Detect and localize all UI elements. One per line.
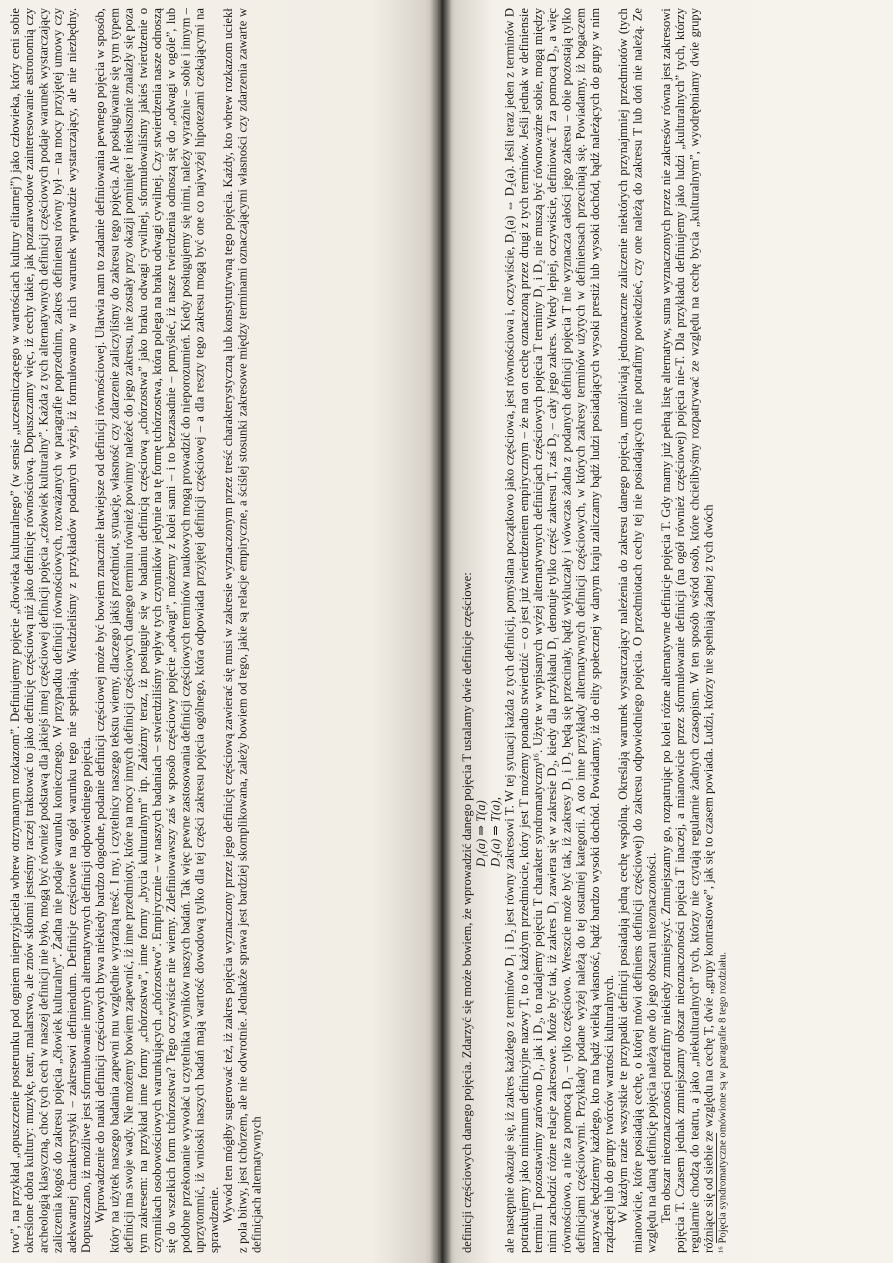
paragraph: Wywód ten mógłby sugerować też, iż zakres pojęcia wyznaczony przez jego definicję częściową zawierać się musi w zakresie wyznaczonym przez treść charakterystyczną lub konstytutywną tego pojęcia. Każdy, kto wbrew rozkazom uciekł z pola bitwy, jest tchórzem, ale nie odwrotnie. Jednakże sprawa jest bardziej skomplikowana, zależy bowiem od tego, jakie są relacje empiryczne, a ściślej stosunki zakresowe między terminami oznaczającymi własności czy zdarzenia zawarte w definicjach alternatywnych <box>221 8 264 1253</box>
right-page-text <box>460 8 885 1253</box>
left-page-text <box>8 8 418 1253</box>
formula: D₂(a) ⇒ T(a), <box>488 797 503 867</box>
formula: D₁(a) ⇒ T(a) <box>474 800 489 867</box>
paragraph: definicji częściowych danego pojęcia. Zdarzyć się może bowiem, że wprowadzić danego pojęcia T ustalamy dwie definicje częściowe: <box>460 572 474 1253</box>
formula-block <box>474 14 502 1247</box>
left-page <box>0 0 438 1263</box>
paragraph: Wprowadzenie do nauki definicji częściowych bywa niekiedy bardzo dogodne, podanie definicji częściowej może być bowiem znacznie łatwiejsze od definicji równościowej. Ułatwia nam to zadanie definiowania pewnego pojęcia w sposób, który na użytek naszego badania zapewni mu względnie wyraźną treść. I my, i czytelnicy naszego tekstu wiemy, dlaczego jakiś przedmiot, sytuację, własność czy zdarzenie zaliczyliśmy do zakresu tego pojęcia. Ale posługiwanie się tym typem definicji ma swoje wady. Nie możemy bowiem zapewnić, iż inne przedmioty, które na mocy innych definicji częściowych danego terminu również powinny należeć do jego zakresu, nie zostały przy okazji pominięte i niesłusznie znalazły się poza tym zakresem: na przykład inne formy „chórzostwa”, inne formy „bycia kulturalnym” itp. Załóżmy teraz, iż posługuje się w badaniu definicją częściową „chórzostwa” jako braku odwagi cywilnej, sformułowaliśmy jakieś twierdzenie o czynnikach osobowościowych warunkujących „chórzostwo”. Empirycznie – w naszych badaniach – stwierdziliśmy wpływ tych czynników jedynie na tę formę tchórzostwa, która polega na braku odwagi cywilnej. Czy stwierdzenia nasze odnoszą się do wszelkich form tchórzostwa? Tego oczywiście nie wiemy. Zdefiniowawszy zaś w sposób częściowy pojęcie „odwagi”, możemy z kolei sami – i to bezzasadnie – pomyśleć, iż nasze twierdzenia odnoszą się do „odwagi w ogóle”, lub podobne przekonanie wywołać u czytelnika wyników naszych badań. Tak więc pewne zastosowania definicji częściowych terminów naukowych mogą prowadzić do nieporozumień. Kiedy posługujemy się nimi, należy wyraźnie – sobie i innym – uprzytomnić, iż wnioski naszych badań mają wartość dowodową tylko dla tej części zakresu pojęcia ogólnego, która odpowiada przyjętej definicji częściowej – a dla reszty tego zakresu mogą być one co najwyżej hipotezami czekającymi na sprawdzenie. <box>93 8 221 1253</box>
paragraph: ale następnie okazuje się, iż zakres każdego z terminów D₁ i D₂ jest równy zakresowi T. W tej sytuacji każda z tych definicji, pomyślana początkowo jako częściowa, jest równościowa i, oczywiście, D₁(a) ⇔ D₂(a). Jeśli teraz jeden z terminów D potraktujemy jako minimum definicyjne nazwy T, to o każdym przedmiocie, który jest T możemy ponadto stwierdzić – co jest już twierdzeniem empirycznym – że ma on cechę oznaczoną przez drugi z tych terminów. Jeśli jednak w definiensie terminu T pozostawimy zarówno D₁, jak i D₂, to nadajemy pojęciu T charakter syndromatyczny¹⁶. Użyte w wypisanych wyżej alternatywnych definicjach częściowych pojęcia T terminy D₁ i D₂ nie muszą być równoważne sobie, mogą między nimi zachodzić różne relacje zakresowe. Może być tak, iż zakres D₁ zawiera się w zakresie D₂, kiedy dla przykładu D₁ denotuje tylko część zakresu T, zaś D₂ – cały jego zakres. Wtedy lepiej, oczywiście, definiować T za pomocą D₂, a więc równościowo, a nie za pomocą D₁ – tylko częściowo. Wreszcie może być tak, iż zakresy D₁ i D₂ będą się przecinały, bądź wykluczały i wówczas żadna z podanych definicji pojęcia T nie wyznacza całości jego zakresu – obie pozostają tylko definicjami częściowymi. Przykłady podane wyżej należą do tej ostatniej kategorii. A oto inne przykłady alternatywnych definicji częściowych, w których zakresy terminów użytych w definiensach przecinają się. Powiadamy, iż bogaczem nazywać będziemy każdego, kto ma bądź wielką własność, bądź bardzo wysoki dochód. Powiadamy, iż do elity społecznej w danym kraju zaliczamy bądź ludzi posiadających wysoki prestiż lub wysoki dochód, bądź należących do grupy w nim rządzącej lub do grupy twórców wartości kulturalnych. <box>502 8 617 1253</box>
paragraph: W każdym razie wszystkie te przypadki definicji posiadają jedną cechę wspólną. Określają warunek wystarczający należenia do zakresu danego pojęcia, umożliwiają jednoznaczne zaliczenie niektórych przynajmniej przedmiotów (tych mianowicie, które posiadają cechę, o której mówi definiens definicji częściowej) do zakresu odpowiedniego pojęcia. O przedmiotach cechy tej nie posiadających nie potrafimy powiedzieć, czy one należą do zakresu T lub doń nie należą. Ze względu na daną definicję pojęcia należą one do jego obszaru nieoznaczoności. <box>616 8 659 1253</box>
book-gutter <box>430 0 452 1263</box>
footnote: ¹⁶ Pojęcia syndromatyczne omówione są w paragrafie 8 tego rozdziału. <box>717 951 729 1253</box>
paragraph: two”, na przykład „opuszczenie posterunku pod ogniem nieprzyjaciela wbrew otrzymanym rozkazom”. Definiujemy pojęcie „čłowieka kulturalnego” (w sensie „uczestniczącego w wartościach kultury elitarnej”) jako człowieka, który ceni sobie określone dobra kultury: muzykę, teatr, malarstwo, ale znów skłonni jesteśmy raczej traktować to jako definicję częściową niż jako definicję równościową. Dopuszczamy więc, iż cechy takie, jak pozarawodowe zainteresowanie astronomią czy archeologią klasyczną, choć tych cech w naszej definicji nie było, mogą być również podstawą dla jakiejś innej częściowej definicji pojęcia „człowiek kulturalny”. Każda z tych alternatywnych definicji częściowych podaje warunek wystarczający zaliczenia kogoś do zakresu pojęcia „čłowiek kulturalny”. Żadna nie podaje warunku koniecznego. W przypadku definicji równościowych, rozważanych w paragrafie poprzednim, zakres definiensu równy był – na mocy przyjętej umowy czy adekwatnej charakterystyki – zakresowi definiendum. Definicje częściowe na ogół warunku tego nie spełniają. Wiedzieliśmy z przykładów podanych wyżej, iż formułowano w nich warunek wprawdzie wystarczający, ale nie niezbędny. Dopuszczano, iż możliwe jest sformułowanie innych alternatywnych definicji odpowiedniego pojęcia. <box>8 8 94 1253</box>
paragraph: Ten obszar nieoznaczoności potrafimy niekiedy zmniejszyć. Zmniejszamy go, rozpatrując po kolei różne alternatywne definicje pojęcia T. Gdy mamy już pełną listę alternatyw, suma wyznaczonych przez nie zakresów równa jest zakresowi pojęcia T. Czasem jednak zmniejszamy obszar nieoznaczoności pojęcia T inaczej, a mianowicie przez sformułowanie definicji (na ogół również częściowej) pojęcia nie-T. Dla przykładu definiujemy jako ludzi „kulturalnych” tych, którzy regularnie chodzą do teatru, a jako „niekulturalnych” tych, którzy nie czytają regularnie żadnych czasopism. W ten sposób wśród osób, które chcielibyśmy rozpatrywać ze względu na cechę bycia „kulturalnym”, wyodrębniamy dwie grupy różniące się od siebie ze względu na cechę T, dwie „grupy kontrastowe”, jak się to czasem powiada. Ludzi, którzy nie spełniają żadnej z tych dwóch <box>658 8 716 1253</box>
right-page <box>438 0 893 1263</box>
